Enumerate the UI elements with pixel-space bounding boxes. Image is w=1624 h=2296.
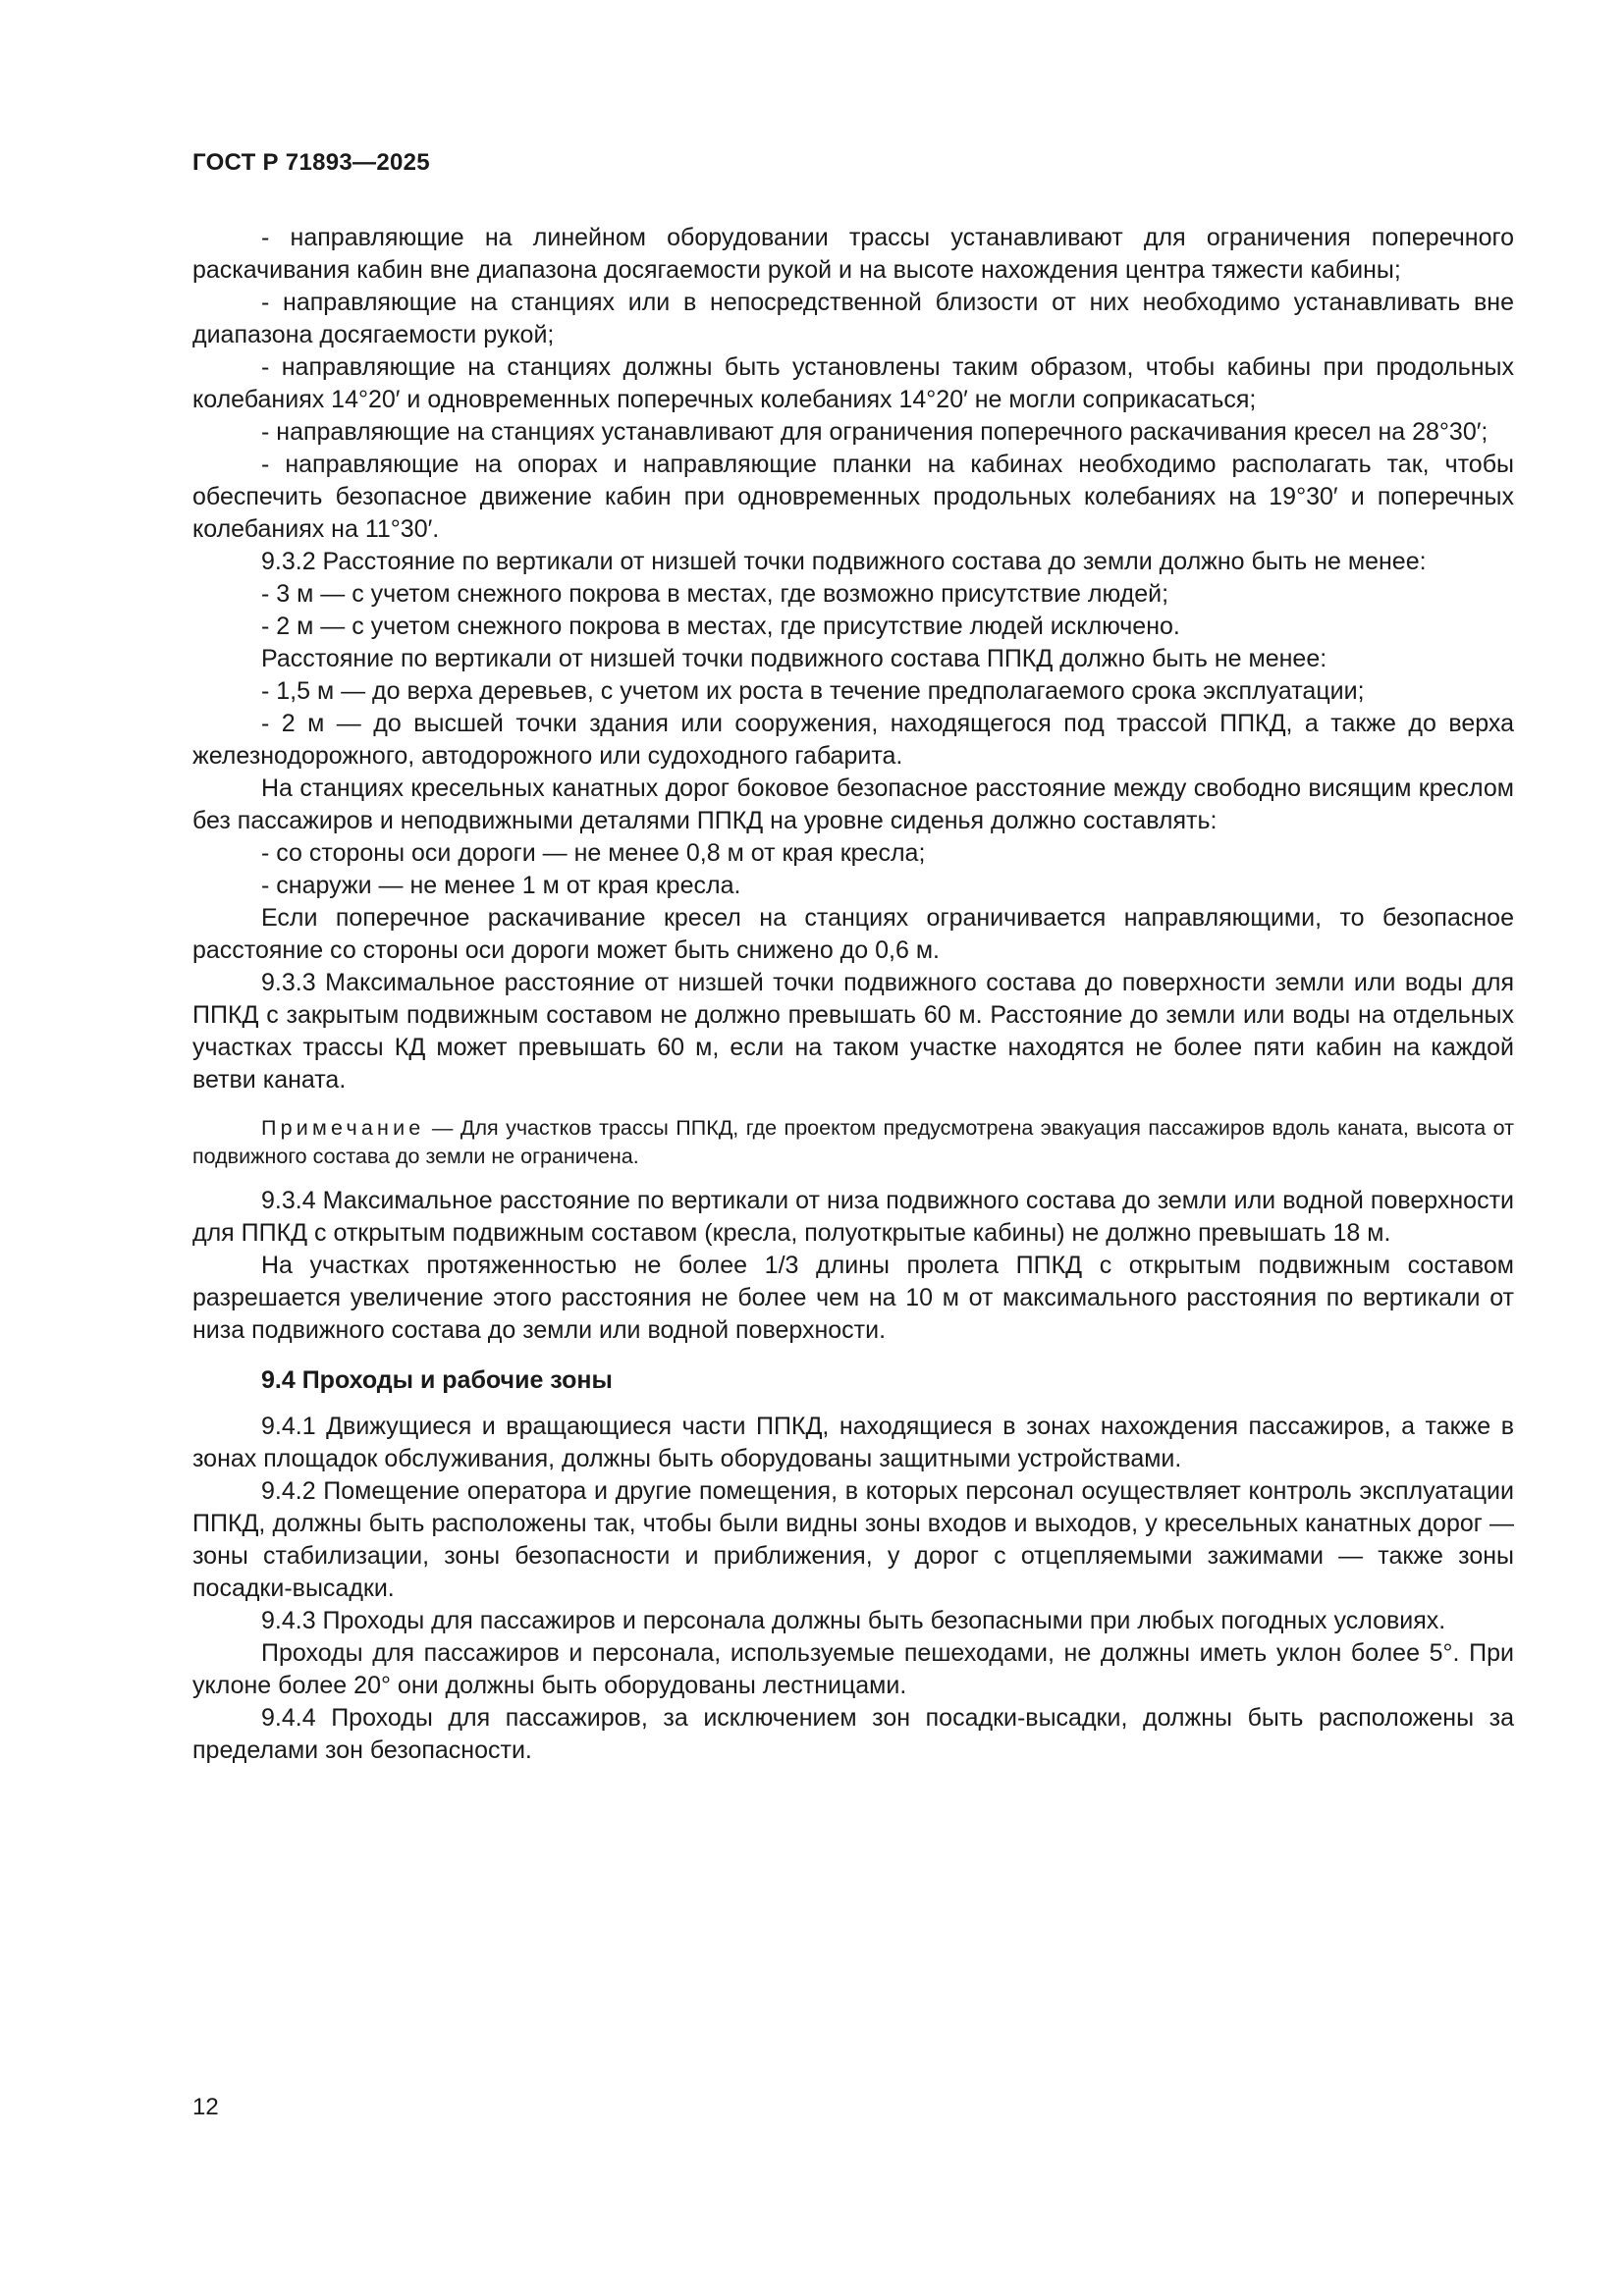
clause-9-4-3: 9.4.3 Проходы для пассажиров и персонала должны быть безопасными при любых погодных условиях. bbox=[261, 1607, 1446, 1634]
clause-9-4-2: 9.4.2 Помещение оператора и другие помещения, в которых персонал осуществляет контроль эксплуатации ППКД, должны быть расположены так, чтобы были видны зоны входов и выходов, у кресельных канатных дорог — зоны стабилизации, зоны безопасности и приближения, у дорог с отцепляемыми зажимами — также зоны посадки-высадки. bbox=[192, 1477, 1514, 1602]
paragraph: - направляющие на станциях должны быть установлены таким образом, чтобы кабины при продольных колебаниях 14°20′ и одновременных поперечных колебаниях 14°20′ не могли соприкасаться; bbox=[192, 353, 1514, 413]
paragraph: Проходы для пассажиров и персонала, используемые пешеходами, не должны иметь уклон более 5°. При уклоне более 20° они должны быть оборудованы лестницами. bbox=[192, 1639, 1514, 1699]
clause-9-3-4: 9.3.4 Максимальное расстояние по вертикали от низа подвижного состава до земли или водной поверхности для ППКД с открытым подвижным составом (кресла, полуоткрытые кабины) не должно превышать 18 м. bbox=[192, 1187, 1514, 1247]
paragraph: - 1,5 м — до верха деревьев, с учетом их роста в течение предполагаемого срока эксплуатации; bbox=[261, 677, 1365, 705]
note-label: Примечание bbox=[261, 1116, 425, 1140]
paragraph: На участках протяженностью не более 1/3 длины пролета ППКД с открытым подвижным составом разрешается увеличение этого расстояния не более чем на 10 м от максимального расстояния по вертикали от низа подвижного состава до земли или водной поверхности. bbox=[192, 1252, 1514, 1344]
paragraph: - направляющие на линейном оборудовании трассы устанавливают для ограничения поперечного раскачивания кабин вне диапазона досягаемости рукой и на высоте нахождения центра тяжести кабины; bbox=[192, 224, 1514, 284]
clause-9-4-1: 9.4.1 Движущиеся и вращающиеся части ППКД, находящиеся в зонах нахождения пассажиров, а также в зонах площадок обслуживания, должны быть оборудованы защитными устройствами. bbox=[192, 1413, 1514, 1472]
paragraph: Расстояние по вертикали от низшей точки подвижного состава ППКД должно быть не менее: bbox=[261, 645, 1327, 672]
section-heading: 9.4 Проходы и рабочие зоны bbox=[261, 1366, 613, 1394]
document-body bbox=[192, 222, 1514, 1767]
paragraph: - направляющие на опорах и направляющие планки на кабинах необходимо располагать так, чтобы обеспечить безопасное движение кабин при одновременных продольных колебаниях на 19°30′ и поперечных колебаниях на 11°30′. bbox=[192, 451, 1514, 543]
page-number: 12 bbox=[192, 2094, 219, 2120]
note bbox=[192, 1114, 1514, 1171]
note-text: — Для участков трассы ППКД, где проектом предусмотрена эвакуация пассажиров вдоль каната, высота от подвижного состава до земли не ограничена. bbox=[192, 1116, 1514, 1168]
paragraph: - 2 м — до высшей точки здания или сооружения, находящегося под трассой ППКД, а также до верха железнодорожного, автодорожного или судоходного габарита. bbox=[192, 710, 1514, 770]
clause-9-3-3: 9.3.3 Максимальное расстояние от низшей точки подвижного состава до поверхности земли или воды для ППКД с закрытым подвижным составом не должно превышать 60 м. Расстояние до земли или воды на отдельных участках трассы КД может превышать 60 м, если на таком участке находятся не более пяти кабин на каждой ветви каната. bbox=[192, 969, 1514, 1094]
paragraph: - направляющие на станциях устанавливают для ограничения поперечного раскачивания кресел на 28°30′; bbox=[261, 418, 1489, 446]
paragraph: Если поперечное раскачивание кресел на станциях ограничивается направляющими, то безопасное расстояние со стороны оси дороги может быть снижено до 0,6 м. bbox=[192, 904, 1514, 964]
document-code-header: ГОСТ Р 71893—2025 bbox=[192, 149, 430, 176]
paragraph: - 3 м — с учетом снежного покрова в местах, где возможно присутствие людей; bbox=[261, 580, 1169, 608]
paragraph: На станциях кресельных канатных дорог боковое безопасное расстояние между свободно висящим креслом без пассажиров и неподвижными деталями ППКД на уровне сиденья должно составлять: bbox=[192, 774, 1514, 834]
paragraph: - со стороны оси дороги — не менее 0,8 м от края кресла; bbox=[261, 839, 926, 867]
paragraph: - направляющие на станциях или в непосредственной близости от них необходимо устанавливать вне диапазона досягаемости рукой; bbox=[192, 289, 1514, 348]
clause-9-4-4: 9.4.4 Проходы для пассажиров, за исключением зон посадки-высадки, должны быть расположены за пределами зон безопасности. bbox=[192, 1704, 1514, 1764]
paragraph: - 2 м — с учетом снежного покрова в местах, где присутствие людей исключено. bbox=[261, 613, 1180, 640]
clause-9-3-2: 9.3.2 Расстояние по вертикали от низшей точки подвижного состава до земли должно быть не менее: bbox=[261, 548, 1427, 575]
paragraph: - снаружи — не менее 1 м от края кресла. bbox=[261, 872, 741, 899]
